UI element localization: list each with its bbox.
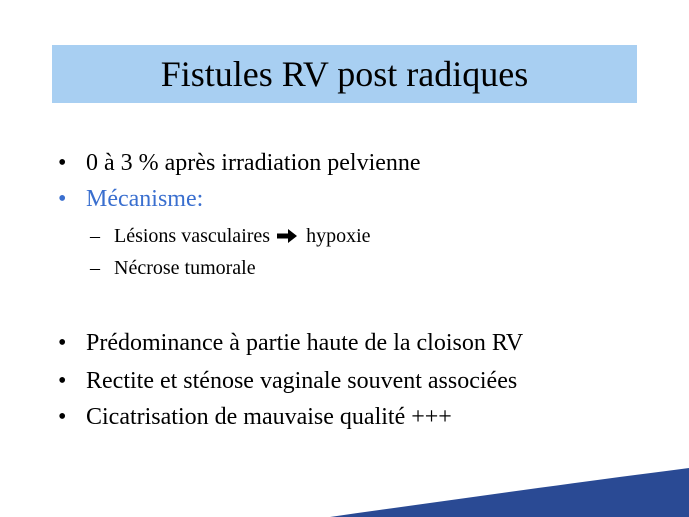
bullet-dot-icon: • — [58, 186, 67, 212]
bullet-item — [58, 404, 452, 431]
dash-bullet-icon: – — [90, 257, 100, 279]
bullet-text-mecanisme: Mécanisme: — [86, 186, 204, 212]
sub-item-text-result: hypoxie — [306, 225, 371, 247]
bullet-item — [58, 330, 523, 357]
bullet-item — [58, 186, 203, 213]
slide-title: Fistules RV post radiques — [160, 54, 529, 94]
bullet-item — [58, 368, 517, 395]
bullet-item — [58, 150, 421, 177]
bullet-text: Rectite et sténose vaginale souvent associées — [86, 368, 518, 394]
dash-bullet-icon: – — [90, 225, 100, 247]
sub-item — [90, 225, 371, 248]
sub-item-text: Nécrose tumorale — [114, 257, 256, 279]
bullet-text: 0 à 3 % après irradiation pelvienne — [86, 150, 421, 176]
sub-item — [90, 257, 256, 280]
bullet-dot-icon: • — [58, 330, 67, 356]
bullet-dot-icon: • — [58, 404, 67, 430]
bullet-dot-icon: • — [58, 368, 67, 394]
bullet-text: Prédominance à partie haute de la cloison RV — [86, 330, 524, 356]
right-arrow-icon — [276, 228, 298, 244]
bullet-text: Cicatrisation de mauvaise qualité +++ — [86, 404, 452, 430]
bullet-dot-icon: • — [58, 150, 67, 176]
sub-item-text: Lésions vasculaires — [114, 225, 271, 247]
